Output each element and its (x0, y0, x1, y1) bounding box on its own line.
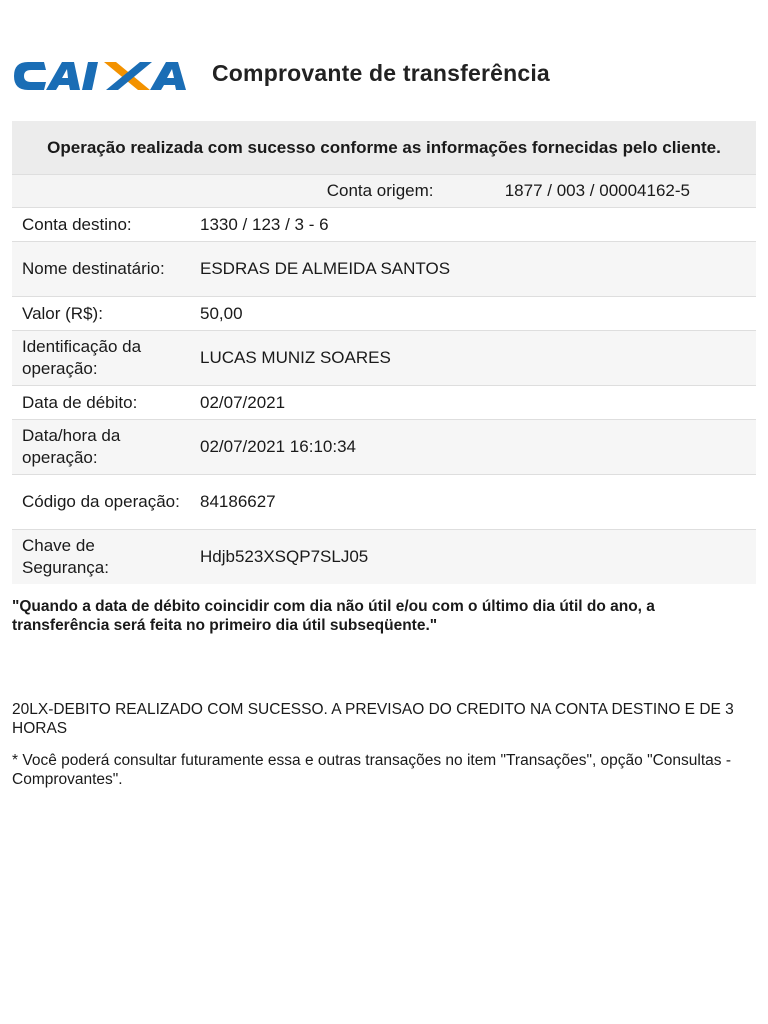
recipient-name-value: ESDRAS DE ALMEIDA SANTOS (190, 242, 756, 297)
security-key-value: Hdjb523XSQP7SLJ05 (190, 530, 756, 585)
operation-datetime-row (12, 420, 756, 475)
status-message: 20LX-DEBITO REALIZADO COM SUCESSO. A PREVISAO DO CREDITO NA CONTA DESTINO E DE 3 HORAS (12, 701, 734, 737)
operation-code-value: 84186627 (190, 475, 756, 530)
page-title: Comprovante de transferência (212, 60, 550, 86)
origin-account-value: 1877 / 003 / 00004162-5 (504, 181, 690, 200)
debit-date-row (12, 386, 756, 420)
security-key-row (12, 530, 756, 585)
recipient-name-row (12, 242, 756, 297)
header (10, 56, 750, 96)
caixa-logo (10, 56, 196, 96)
operation-datetime-value: 02/07/2021 16:10:34 (190, 420, 756, 475)
logo-letter-a (46, 62, 80, 90)
origin-account-label: Conta origem: (326, 181, 434, 200)
logo-letter-a2 (150, 62, 186, 90)
debit-date-value: 02/07/2021 (190, 386, 756, 420)
amount-row (12, 297, 756, 331)
operation-datetime-label: Data/hora da operação: (12, 420, 190, 475)
destination-account-row (12, 208, 756, 242)
success-title-row (12, 121, 756, 175)
success-title: Operação realizada com sucesso conforme as informações fornecidas pelo cliente. (12, 121, 756, 175)
business-day-notice: "Quando a data de débito coincidir com dia não útil e/ou com o último dia útil do ano, a transferência será feita no primeiro dia útil subseqüente." (12, 598, 655, 634)
amount-label: Valor (R$): (12, 297, 190, 331)
operation-code-row (12, 475, 756, 530)
origin-account-row (12, 175, 756, 208)
security-key-label: Chave de Segurança: (12, 530, 190, 585)
amount-value: 50,00 (190, 297, 756, 331)
logo-letter-c (14, 62, 46, 90)
operation-id-label: Identificação da operação: (12, 331, 190, 386)
debit-date-label: Data de débito: (12, 386, 190, 420)
operation-id-value: LUCAS MUNIZ SOARES (190, 331, 756, 386)
receipt-table (12, 121, 756, 585)
destination-account-label: Conta destino: (12, 208, 190, 242)
logo-letter-i (82, 62, 98, 90)
recipient-name-label: Nome destinatário: (12, 242, 190, 297)
consult-hint: * Você poderá consultar futuramente essa e outras transações no item "Transações", opção "Consultas - Comprovantes". (12, 752, 731, 788)
operation-code-label: Código da operação: (12, 475, 190, 530)
operation-id-row (12, 331, 756, 386)
destination-account-value: 1330 / 123 / 3 - 6 (190, 208, 756, 242)
